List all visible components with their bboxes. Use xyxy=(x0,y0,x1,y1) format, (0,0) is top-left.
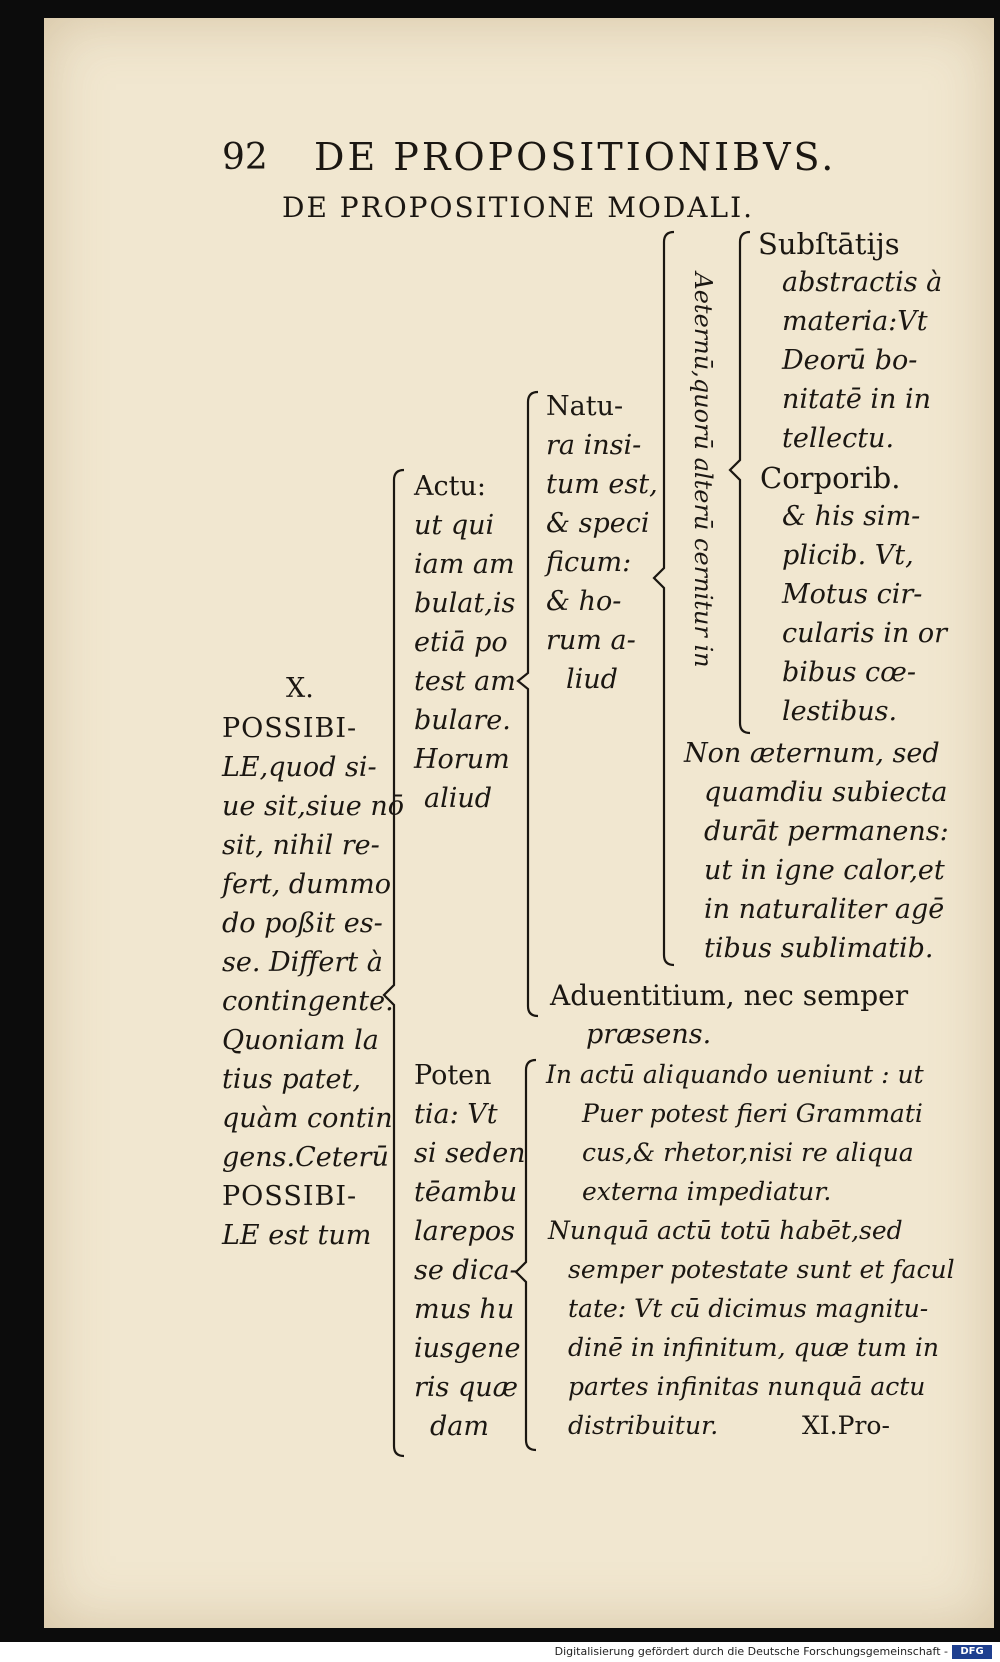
left-line: fert, dummo xyxy=(222,869,392,900)
nunquam-line: distribuitur. xyxy=(568,1411,719,1440)
in-actu-line: In actū aliquando ueniunt : ut xyxy=(546,1060,924,1089)
adventitium-line: Aduentitium, nec semper xyxy=(550,979,909,1012)
left-line: sit, nihil re- xyxy=(222,830,380,861)
in-actu-line: Puer potest fieri Grammati xyxy=(582,1099,923,1128)
left-line: POSSIBI- xyxy=(222,1181,358,1212)
in-actu-line: externa impediatur. xyxy=(582,1177,832,1206)
natura-line: ficum: xyxy=(546,547,632,578)
substantiis-line: abstractis à xyxy=(782,267,943,298)
potentia-line: mus hu xyxy=(414,1294,515,1325)
actu-line: bulare. xyxy=(414,705,511,736)
natura-line: ra insi- xyxy=(546,430,642,461)
left-line: do poßit es- xyxy=(222,908,383,939)
non-aeternum-line: in naturaliter agē xyxy=(704,894,945,925)
natura-line: liud xyxy=(566,664,618,695)
natura-line: & speci xyxy=(546,508,650,539)
left-line: Quoniam la xyxy=(222,1025,379,1056)
substantiis-line: & his sim- xyxy=(782,501,921,532)
left-line: LE est tum xyxy=(222,1220,372,1251)
substantiis-line: Subſtātijs xyxy=(758,227,900,261)
nunquam-line: Nunquā actū totū habēt,sed xyxy=(548,1216,903,1245)
substantiis-line: nitatē in in xyxy=(782,384,932,415)
actu-line: iam am xyxy=(414,549,515,580)
left-line: contingente. xyxy=(222,986,394,1017)
aeternum-vertical-text: Aeternū,quorū alterū cernitur in xyxy=(689,272,717,668)
actu-line: Horum xyxy=(414,744,510,775)
substantiis-line: Corporib. xyxy=(760,461,901,495)
substantiis-line: materia:Vt xyxy=(782,306,928,337)
running-head: DE PROPOSITIONIBVS. xyxy=(314,135,837,179)
potentia-line: dam xyxy=(430,1411,489,1442)
non-aeternum-line: Non æternum, sed xyxy=(684,738,940,769)
chapter-number: X. xyxy=(286,673,314,704)
brace-natura xyxy=(654,232,674,965)
catchword: XI.Pro- xyxy=(802,1411,890,1440)
natura-line: Natu- xyxy=(546,391,624,422)
potentia-line: si seden xyxy=(414,1138,526,1169)
adventitium-line: præsens. xyxy=(586,1019,712,1050)
brace-main xyxy=(384,470,404,1456)
potentia-line: tia: Vt xyxy=(414,1099,498,1130)
natura-line: rum a- xyxy=(546,625,636,656)
potentia-line: ris quæ xyxy=(414,1372,519,1403)
in-actu-line: cus,& rhetor,nisi re aliqua xyxy=(582,1138,914,1167)
actu-line: aliud xyxy=(424,783,493,814)
non-aeternum-line: ut in igne calor,et xyxy=(704,855,945,886)
page-number: 92 xyxy=(222,137,268,178)
substantiis-line: bibus cœ- xyxy=(782,657,916,688)
footer-bar xyxy=(0,1642,1000,1662)
brace-actu xyxy=(518,392,538,1016)
brace-potentia xyxy=(516,1060,536,1450)
dfg-logo-icon: DFG xyxy=(952,1645,992,1659)
nunquam-line: semper potestate sunt et facul xyxy=(568,1255,955,1284)
potentia-line: Poten xyxy=(414,1060,492,1091)
potentia-line: larepos xyxy=(414,1216,516,1247)
actu-line: ut qui xyxy=(414,510,495,541)
non-aeternum-line: durāt permanens: xyxy=(704,816,949,847)
actu-line: test am xyxy=(414,666,516,697)
actu-line: etiā po xyxy=(414,627,508,658)
footer-credit: Digitalisierung gefördert durch die Deutsche Forschungsgemeinschaft - xyxy=(554,1645,948,1658)
left-line: POSSIBI- xyxy=(222,713,358,744)
left-line: se. Differt à xyxy=(222,947,383,978)
actu-line: Actu: xyxy=(414,471,486,502)
non-aeternum-line: tibus sublimatib. xyxy=(704,933,934,964)
substantiis-line: tellectu. xyxy=(782,423,895,454)
potentia-line: tēambu xyxy=(414,1177,518,1208)
substantiis-line: cularis in or xyxy=(782,618,947,649)
section-title: DE PROPOSITIONE MODALI. xyxy=(282,191,755,224)
nunquam-line: tate: Vt cū dicimus magnitu- xyxy=(568,1294,929,1323)
substantiis-line: lestibus. xyxy=(782,696,898,727)
left-line: gens.Ceterū xyxy=(222,1142,389,1173)
non-aeternum-line: quamdiu subiecta xyxy=(704,777,948,808)
natura-line: & ho- xyxy=(546,586,622,617)
substantiis-line: plicib. Vt, xyxy=(782,540,914,571)
left-line: quàm contin xyxy=(222,1103,393,1134)
substantiis-line: Deorū bo- xyxy=(782,345,918,376)
potentia-line: se dica- xyxy=(414,1255,519,1286)
potentia-line: iusgene xyxy=(414,1333,521,1364)
actu-line: bulat,is xyxy=(414,588,516,619)
nunquam-line: partes infinitas nunquā actu xyxy=(568,1372,926,1401)
nunquam-line: dinē in infinitum, quæ tum in xyxy=(568,1333,939,1362)
substantiis-line: Motus cir- xyxy=(782,579,923,610)
left-line: tius patet, xyxy=(222,1064,361,1095)
left-line: LE,quod si- xyxy=(222,752,377,783)
left-line: ue sit,siue nō xyxy=(222,791,404,822)
natura-line: tum est, xyxy=(546,469,658,500)
brace-aeternum xyxy=(730,232,750,733)
